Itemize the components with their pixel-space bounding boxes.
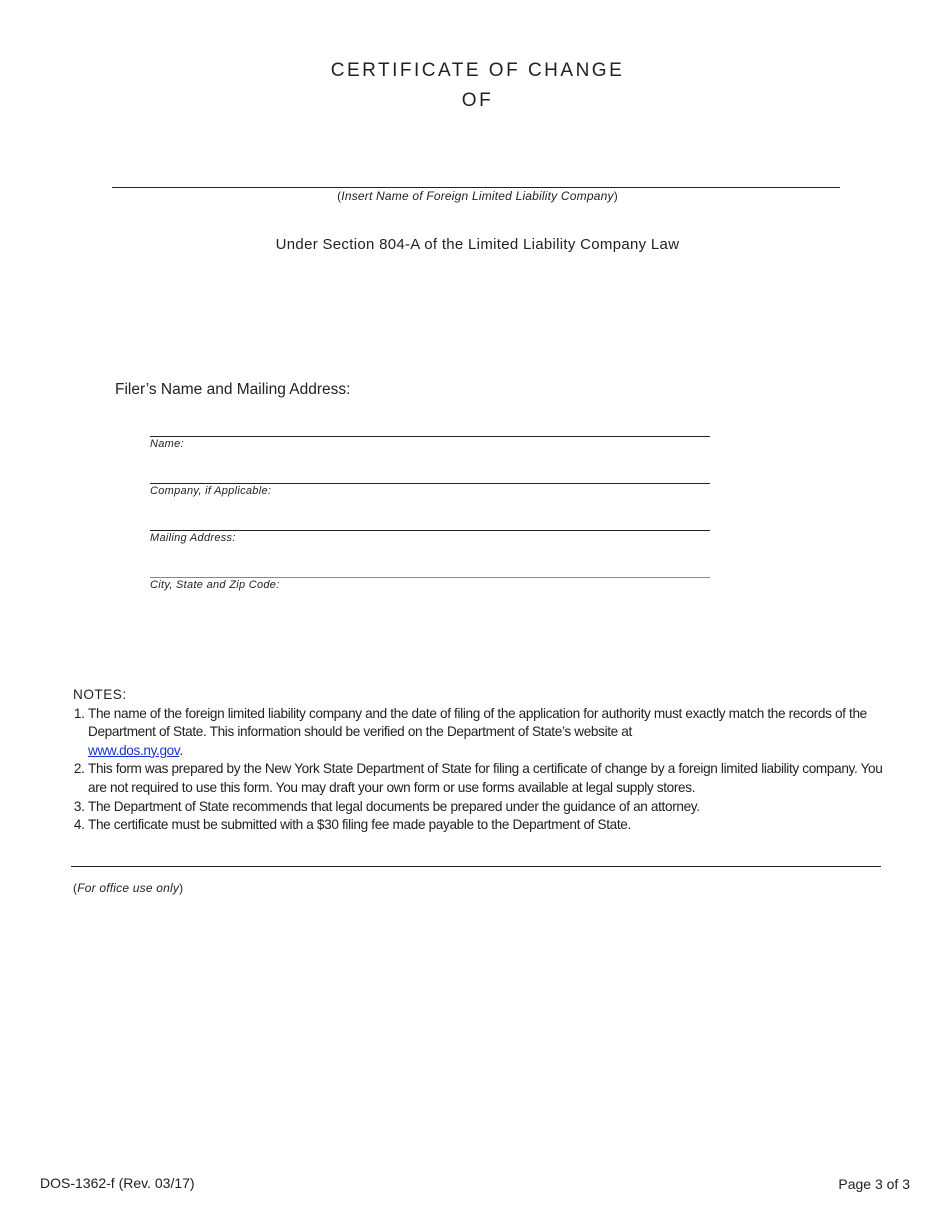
note-text: The name of the foreign limited liability company and the date of filing of the application for authority must exactly match the records of the Department of State. This information should be verified on the Department of State’s website at bbox=[88, 705, 867, 740]
document-title: CERTIFICATE OF CHANGE bbox=[330, 60, 625, 81]
office-use-text: For office use only bbox=[77, 881, 180, 895]
statute-subtitle: Under Section 804-A of the Limited Liability Company Law bbox=[275, 236, 680, 253]
company-label: Company, if Applicable: bbox=[150, 485, 272, 497]
city-state-zip-field[interactable] bbox=[150, 577, 710, 578]
mailing-address-field[interactable] bbox=[150, 530, 710, 531]
form-id: DOS-1362-f (Rev. 03/17) bbox=[40, 1175, 195, 1191]
note-text: This form was prepared by the New York State Department of State for filing a certificate of change by a foreign limited liability company. You are not required to use this form. You may draft your own form or use forms available at legal supply stores. bbox=[88, 761, 883, 795]
office-use-label: (For office use only) bbox=[73, 881, 184, 895]
company-name-hint: (Insert Name of Foreign Limited Liability Company) bbox=[337, 189, 618, 203]
name-field[interactable] bbox=[150, 436, 710, 437]
filer-heading: Filer’s Name and Mailing Address: bbox=[115, 381, 351, 398]
company-name-hint-text: Insert Name of Foreign Limited Liability Company bbox=[341, 189, 614, 203]
note-item bbox=[88, 798, 893, 817]
notes-heading: NOTES: bbox=[73, 687, 127, 702]
notes-section bbox=[73, 686, 893, 835]
company-field[interactable] bbox=[150, 483, 710, 484]
note-item bbox=[88, 705, 893, 761]
document-title-of: OF bbox=[461, 90, 494, 111]
name-label: Name: bbox=[150, 438, 184, 450]
page-number: Page 3 of 3 bbox=[838, 1176, 910, 1192]
note-text: The Department of State recommends that legal documents be prepared under the guidance of an attorney. bbox=[88, 798, 700, 814]
link-suffix: . bbox=[179, 742, 183, 758]
mailing-address-label: Mailing Address: bbox=[150, 532, 236, 544]
city-state-zip-label: City, State and Zip Code: bbox=[150, 579, 280, 591]
office-use-divider bbox=[71, 866, 881, 867]
note-item bbox=[88, 760, 893, 797]
note-text: The certificate must be submitted with a $30 filing fee made payable to the Department of State. bbox=[88, 817, 631, 833]
note-item bbox=[88, 816, 893, 835]
dos-website-link[interactable]: www.dos.ny.gov bbox=[88, 742, 180, 758]
